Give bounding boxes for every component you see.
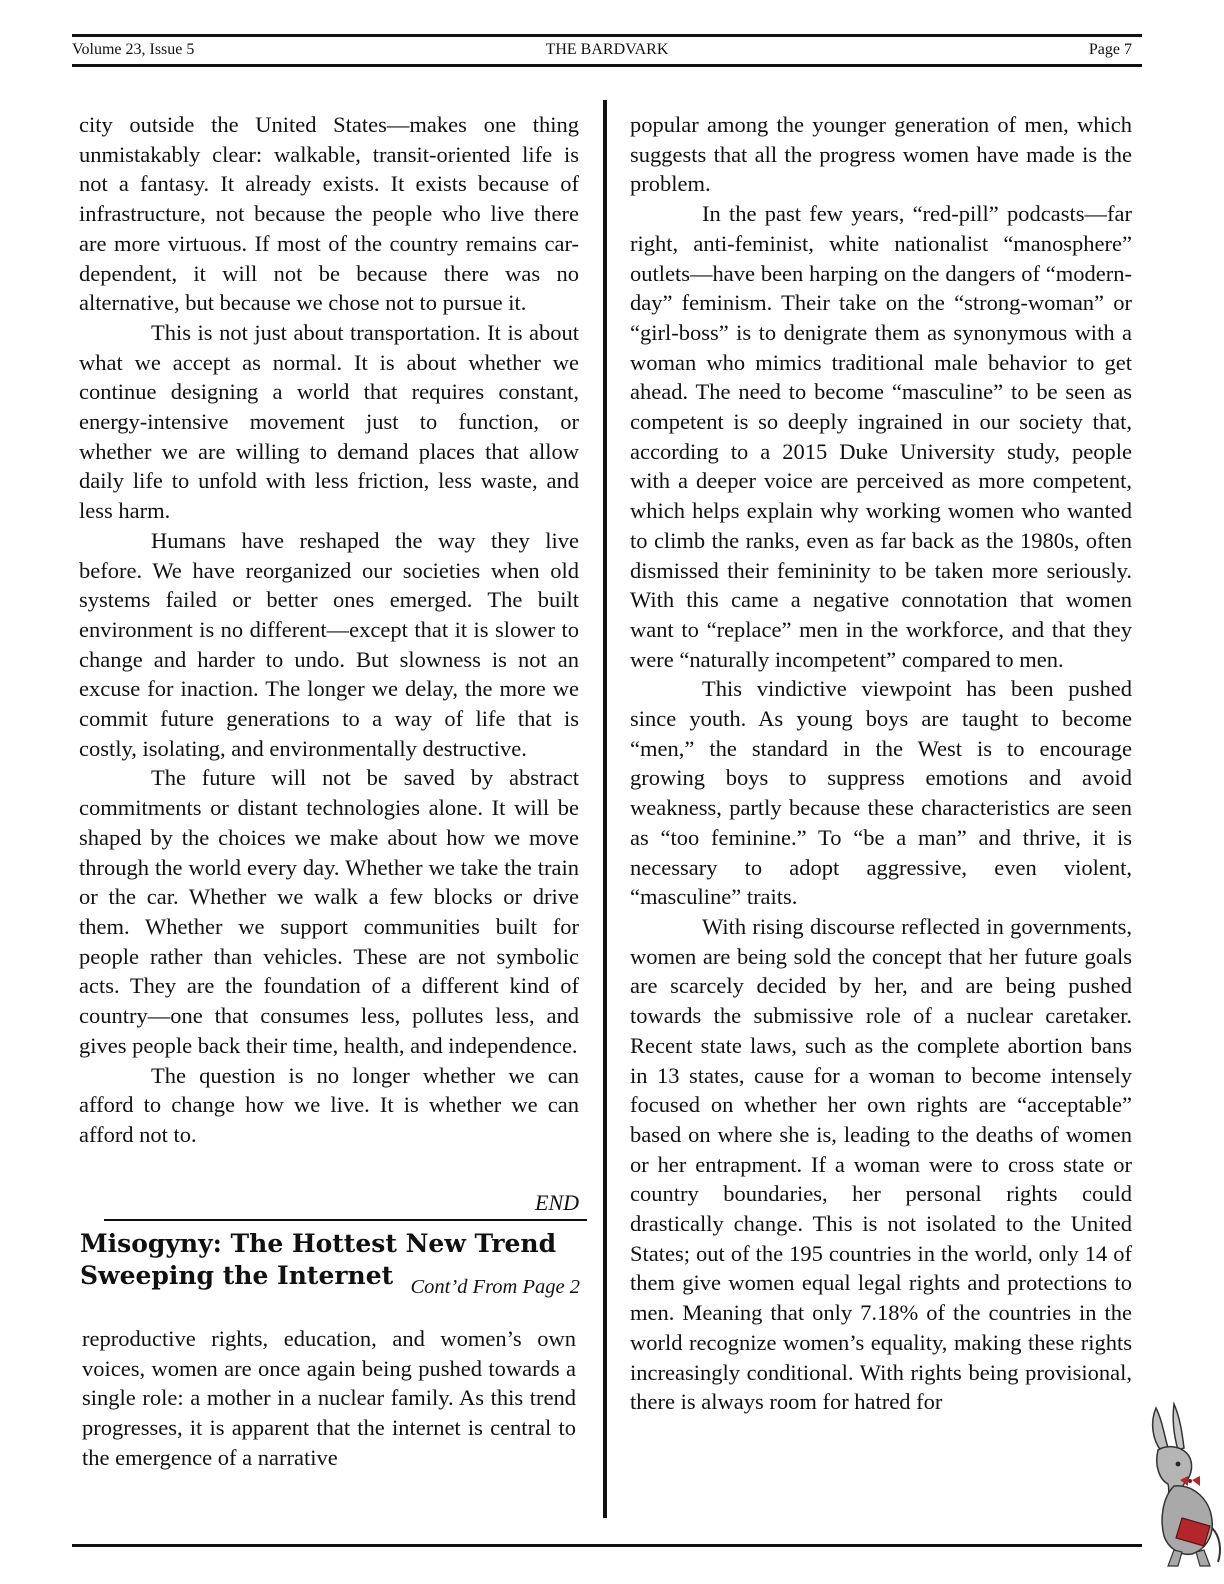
paragraph: The question is no longer whether we can afford to change how we live. It is whether we can afford not to.	[79, 1062, 579, 1147]
article-body-left	[82, 1324, 576, 1473]
paragraph: The future will not be saved by abstract commitments or distant technologies alone. It will be shaped by the choices we make about how we move through the world every day. Whether we take the train or the car. Whether we walk a few blocks or drive them. Whether we support communities built for people rather than vehicles. These are not symbolic acts. They are the foundation of a different kind of country—one that consumes less, pollutes less, and gives people back their time, health, and independence.	[79, 765, 579, 1058]
continued-from-label: Cont’d From Page 2	[410, 1276, 580, 1298]
paragraph: This is not just about transportation. It is about what we accept as normal. It is about whether we continue designing a world that requires constant, energy-intensive movement just to function, or whether we are willing to demand places that allow daily life to unfold with less friction, less waste, and less harm.	[79, 319, 579, 524]
volume-issue: Volume 23, Issue 5	[72, 41, 195, 58]
article-body-right	[630, 110, 1132, 1417]
header-rule-bottom	[72, 64, 1142, 67]
header-rule-top	[72, 34, 1142, 37]
aardvark-mascot-icon	[1134, 1400, 1224, 1570]
column-divider	[603, 100, 607, 1518]
paragraph: This vindictive viewpoint has been pushed since youth. As young boys are taught to become “men,” the standard in the West is to encourage growing boys to suppress emotions and avoid weakness, partly because these characteristics are seen as “too feminine.” To “be a man” and thrive, it is necessary to adopt aggressive, even violent, “masculine” traits.	[630, 676, 1132, 910]
newspaper-title: THE BARDVARK	[545, 41, 669, 58]
page-header	[72, 39, 1142, 61]
article-separator	[104, 1219, 587, 1221]
paragraph: city outside the United States—makes one thing unmistakably clear: walkable, transit-oriented life is not a fantasy. It already exists. It exists because of infrastructure, not because the people who live there are more virtuous. If most of the country remains car-dependent, it will not be because there was no alternative, but because we chose not to pursue it.	[79, 112, 579, 316]
article-headline: Misogyny: The Hottest New Trend Sweeping the Internet	[80, 1229, 557, 1290]
paragraph: In the past few years, “red-pill” podcasts—far right, anti-feminist, white nationalist “manosphere” outlets—have been harping on the dangers of “modern-day” feminism. Their take on the “strong-woman” or “girl-boss” is to denigrate them as synonymous with a woman who mimics traditional male behavior to get ahead. The need to become “masculine” to be seen as competent is so deeply ingrained in our society that, according to a 2015 Duke University study, people with a deeper voice are perceived as more competent, which helps explain why working women who wanted to climb the ranks, even as far back as the 1980s, often dismissed their femininity to be taken more seriously. With this came a negative connotation that women want to “replace” men in the workforce, and that they were “naturally incompetent” compared to men.	[630, 201, 1132, 672]
paragraph: reproductive rights, education, and women’s own voices, women are once again being pushed towards a single role: a mother in a nuclear family. As this trend progresses, it is apparent that the internet is central to the emergence of a narrative	[82, 1326, 576, 1470]
paragraph: popular among the younger generation of men, which suggests that all the progress women have made is the problem.	[630, 112, 1132, 197]
previous-article-body	[79, 110, 579, 1150]
end-marker: END	[535, 1190, 579, 1215]
paragraph: With rising discourse reflected in governments, women are being sold the concept that her future goals are scarcely decided by her, and are being pushed towards the submissive role of a nuclear caretaker. Recent state laws, such as the complete abortion bans in 13 states, cause for a woman to become intensely focused on whether her own rights are “acceptable” based on where she is, leading to the deaths of women or her entrapment. If a woman were to cross state or country boundaries, her personal rights could drastically change. This is not isolated to the United States; out of the 195 countries in the world, only 14 of them give women equal legal rights and protections to men. Meaning that only 7.18% of the countries in the world recognize women’s equality, making these rights increasingly conditional. With rights being provisional, there is always room for hatred for	[630, 913, 1132, 1415]
page-number: Page 7	[1088, 41, 1132, 58]
paragraph: Humans have reshaped the way they live before. We have reorganized our societies when old systems failed or better ones emerged. The built environment is no different—except that it is slower to change and harder to undo. But slowness is not an excuse for inaction. The longer we delay, the more we commit future generations to a way of life that is costly, isolating, and environmentally destructive.	[79, 527, 579, 761]
footer-rule	[72, 1544, 1142, 1547]
